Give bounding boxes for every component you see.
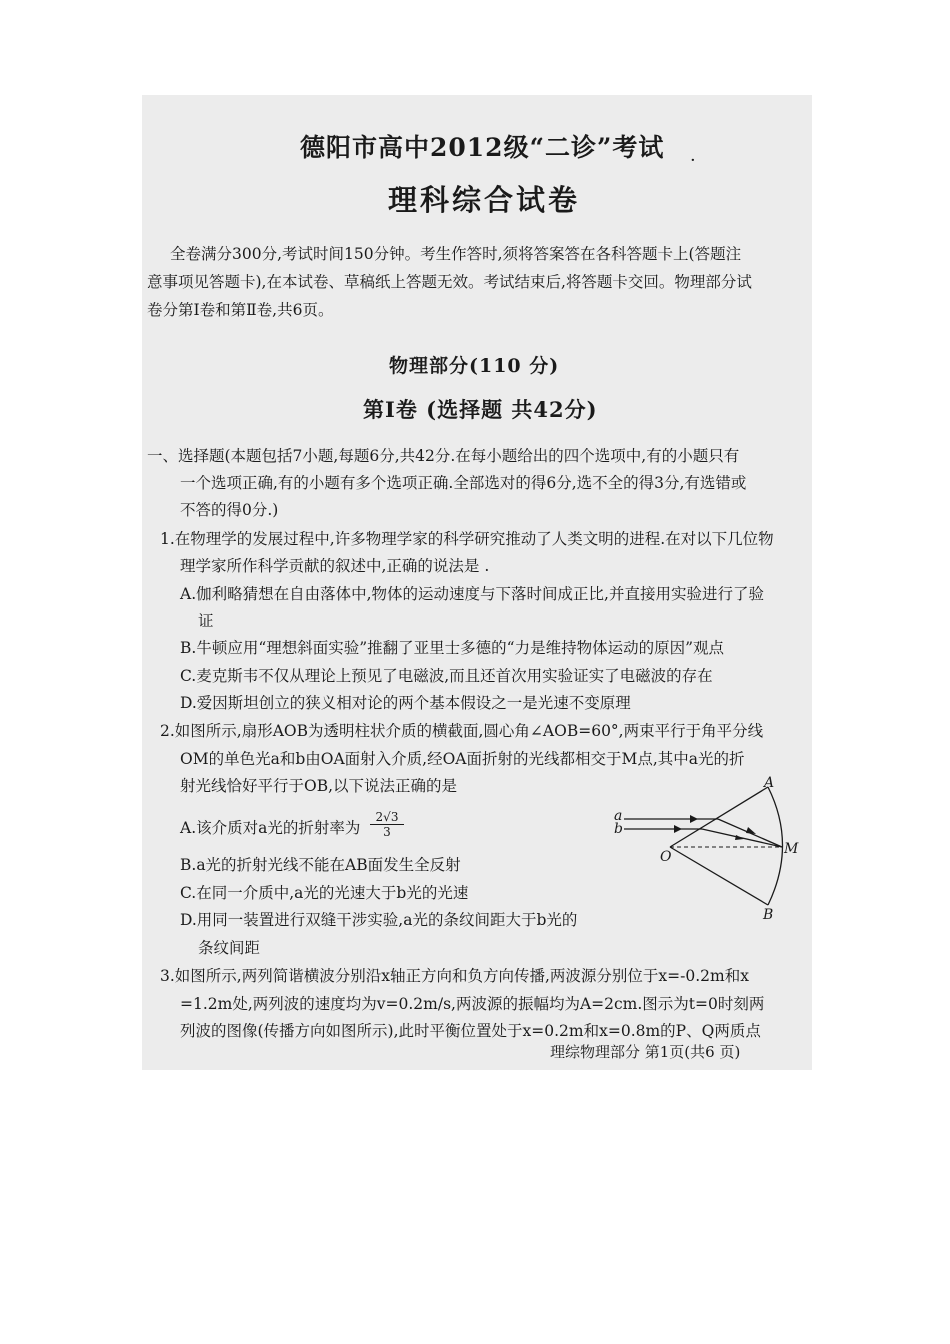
intro-line-3: 卷分第Ⅰ卷和第Ⅱ卷,共6页。: [147, 301, 334, 319]
q2-option-d-cont: 条纹间距: [198, 939, 261, 957]
fraction-numerator: 2√3: [370, 810, 404, 825]
stray-dot: ·: [690, 150, 696, 171]
ray-a-arrow: [690, 815, 698, 823]
q2-stem-line-1: 2.如图所示,扇形AOB为透明柱状介质的横截面,圆心角∠AOB=60°,两束平行于角平分线: [160, 722, 764, 740]
q2-option-a: A.该介质对a光的折射率为: [180, 819, 361, 837]
ray-b-arrow: [674, 825, 682, 833]
q1-option-a-cont: 证: [198, 612, 214, 630]
label-b: b: [614, 821, 623, 837]
q3-stem-line-1: 3.如图所示,两列简谐横波分别沿x轴正方向和负方向传播,两波源分别位于x=-0.2m和x: [160, 967, 749, 985]
instructions-line-3: 不答的得0分.): [180, 501, 279, 519]
paper-title: 理科综合试卷: [388, 183, 581, 217]
q1-option-b: B.牛顿应用“理想斜面实验”推翻了亚里士多德的“力是维持物体运动的原因”观点: [180, 639, 725, 657]
q1-stem-line-1: 1.在物理学的发展过程中,许多物理学家的科学研究推动了人类文明的进程.在对以下几位物: [160, 530, 774, 548]
radius-oa: [670, 787, 768, 847]
q2-option-b: B.a光的折射光线不能在AB面发生全反射: [180, 856, 461, 874]
page-footer: 理综物理部分 第1页(共6 页): [550, 1043, 741, 1061]
q1-option-d: D.爱因斯坦创立的狭义相对论的两个基本假设之一是光速不变原理: [180, 694, 631, 712]
q2-option-d: D.用同一装置进行双缝干涉实验,a光的条纹间距大于b光的: [180, 911, 578, 929]
label-a-point: A: [764, 775, 775, 791]
q1-stem-line-2: 理学家所作科学贡献的叙述中,正确的说法是 .: [180, 557, 490, 575]
radius-ob: [670, 847, 768, 905]
fraction: [370, 810, 404, 839]
label-m: M: [784, 841, 799, 857]
label-b-point: B: [763, 907, 774, 923]
fraction-denominator: 3: [383, 825, 391, 839]
intro-line-2: 意事项见答题卡),在本试卷、草稿纸上答题无效。考试结束后,将答题卡交回。物理部分试: [147, 273, 752, 291]
q3-stem-line-3: 列波的图像(传播方向如图所示),此时平衡位置处于x=0.2m和x=0.8m的P、Q两质点: [180, 1022, 761, 1040]
q1-option-c: C.麦克斯韦不仅从理论上预见了电磁波,而且还首次用实验证实了电磁波的存在: [180, 667, 713, 685]
q2-stem-line-2: OM的单色光a和b由OA面射入介质,经OA面折射的光线都相交于M点,其中a光的折: [180, 750, 745, 768]
section-title: 物理部分(110 分): [389, 355, 560, 377]
ray-a-refracted-arrow: [746, 827, 756, 834]
sector-figure: [612, 775, 812, 925]
intro-line-1: 全卷满分300分,考试时间150分钟。考生作答时,须将答案答在各科答题卡上(答题注: [170, 245, 742, 263]
instructions-line-2: 一个选项正确,有的小题有多个选项正确.全部选对的得6分,选不全的得3分,有选错或: [180, 474, 747, 492]
label-o: O: [660, 849, 672, 865]
instructions-line-1: 一、选择题(本题包括7小题,每题6分,共42分.在每小题给出的四个选项中,有的小题只有: [147, 447, 740, 465]
volume-title: 第Ⅰ卷 (选择题 共42分): [363, 397, 598, 422]
exam-title: 德阳市高中2012级“二诊”考试: [300, 133, 665, 162]
q2-option-c: C.在同一介质中,a光的光速大于b光的光速: [180, 884, 469, 902]
q3-stem-line-2: =1.2m处,两列波的速度均为v=0.2m/s,两波源的振幅均为A=2cm.图示为t=0时刻两: [180, 995, 765, 1013]
label-a: a: [614, 808, 623, 824]
q1-option-a: A.伽利略猜想在自由落体中,物体的运动速度与下落时间成正比,并直接用实验进行了验: [180, 585, 764, 603]
q2-stem-line-3: 射光线恰好平行于OB,以下说法正确的是: [180, 777, 458, 795]
